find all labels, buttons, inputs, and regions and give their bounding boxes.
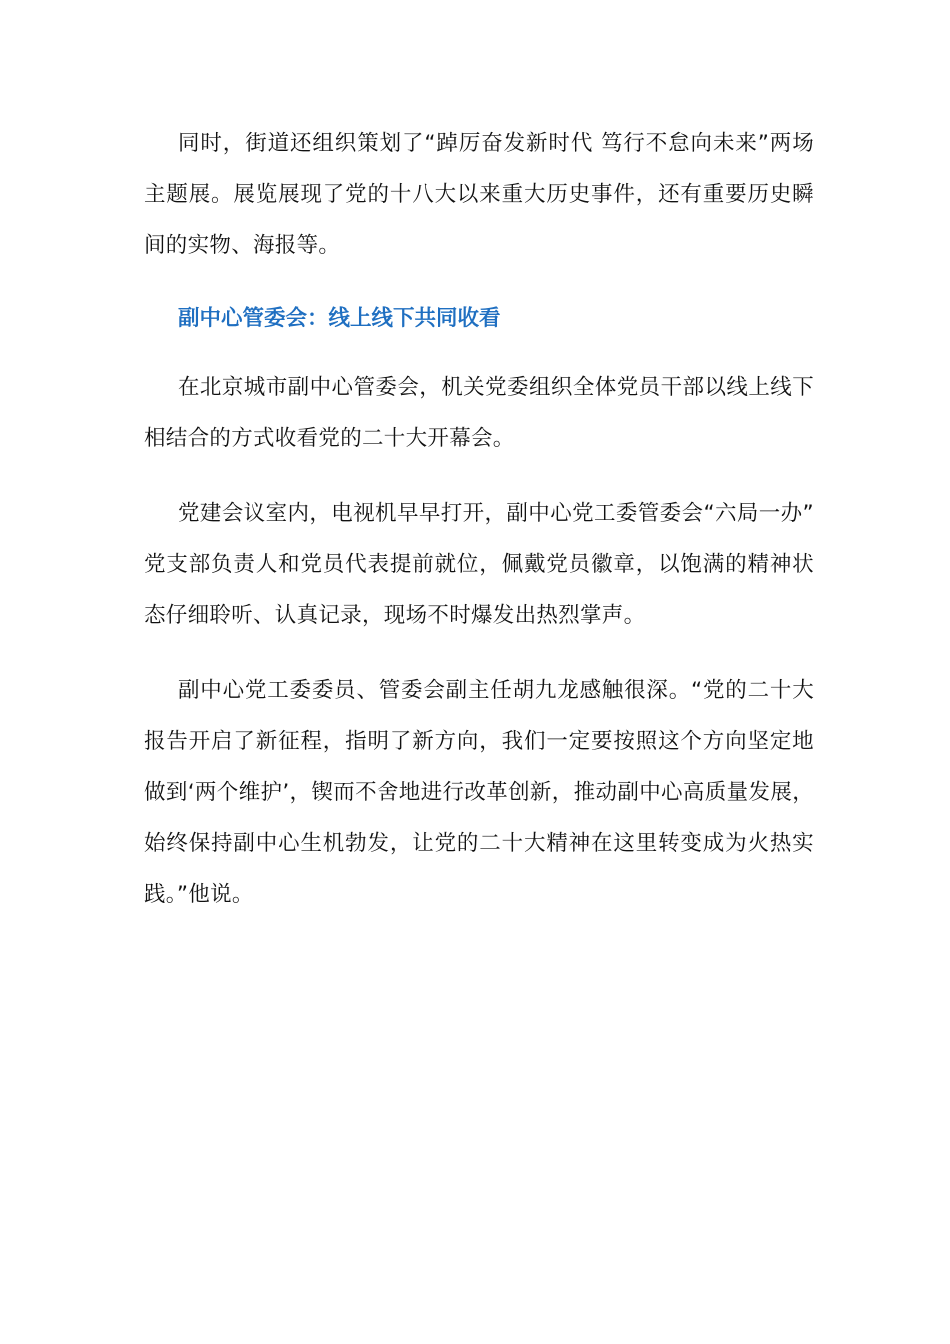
document-page [144, 118, 822, 920]
paragraph-meeting-room: 党建会议室内，电视机早早打开，副中心党工委管委会“六局一办” 党支部负责人和党员代表提前就位，佩戴党员徽章，以饱满的精神状态仔细聆听、认真记录，现场不时爆发出热烈掌声。 [144, 501, 822, 628]
paragraph-quote: 副中心党工委委员、管委会副主任胡九龙感触很深。“党的二十大报告开启了新征程，指明了新方向，我们一定要按照这个方向坚定地做到‘两个维护’，锲而不舍地进行改革创新，推动副中心高质量发展， 始终保持副中心生机勃发，让党的二十大精神在这里转变成为火热实践。”他说。 [144, 678, 822, 907]
section-heading: 副中心管委会：线上线下共同收看 [178, 306, 501, 331]
paragraph-exhibition: 同时，街道还组织策划了“踔厉奋发新时代 笃行不怠向未来”两场主题展。展览展现了党的十八大以来重大历史事件，还有重要历史瞬间的实物、海报等。 [144, 131, 814, 258]
paragraph-online-offline: 在北京城市副中心管委会，机关党委组织全体党员干部以线上线下相结合的方式收看党的二十大开幕会。 [144, 375, 814, 451]
